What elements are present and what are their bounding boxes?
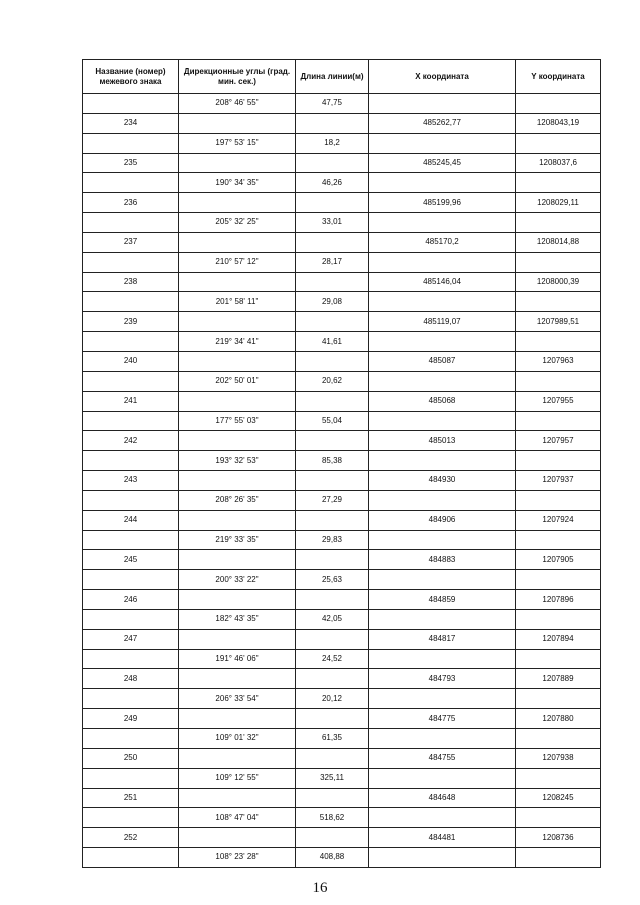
x-cell: 485013 (369, 431, 516, 451)
length-cell: 55,04 (296, 411, 369, 431)
header-length: Длина линии(м) (296, 60, 369, 94)
x-cell (369, 609, 516, 629)
y-cell (516, 768, 601, 788)
segment-row (83, 609, 601, 629)
point-row (83, 669, 601, 689)
length-cell: 18,2 (296, 133, 369, 153)
angle-cell: 210° 57' 12" (179, 252, 296, 272)
length-cell (296, 153, 369, 173)
y-cell: 1207880 (516, 709, 601, 729)
angle-cell (179, 193, 296, 213)
point-cell (83, 689, 179, 709)
segment-row (83, 689, 601, 709)
point-cell: 238 (83, 272, 179, 292)
point-row (83, 709, 601, 729)
y-cell (516, 570, 601, 590)
x-cell (369, 133, 516, 153)
length-cell (296, 312, 369, 332)
point-cell (83, 570, 179, 590)
y-cell (516, 490, 601, 510)
length-cell: 47,75 (296, 94, 369, 114)
length-cell: 24,52 (296, 649, 369, 669)
angle-cell: 219° 34' 41" (179, 332, 296, 352)
length-cell (296, 232, 369, 252)
y-cell (516, 332, 601, 352)
length-cell: 518,62 (296, 808, 369, 828)
length-cell: 61,35 (296, 729, 369, 749)
segment-row (83, 332, 601, 352)
length-cell (296, 272, 369, 292)
y-cell (516, 292, 601, 312)
angle-cell: 197° 53' 15" (179, 133, 296, 153)
x-cell (369, 213, 516, 233)
angle-cell (179, 788, 296, 808)
angle-cell: 182° 43' 35" (179, 609, 296, 629)
length-cell (296, 669, 369, 689)
angle-cell (179, 272, 296, 292)
point-cell (83, 173, 179, 193)
y-cell (516, 213, 601, 233)
length-cell: 325,11 (296, 768, 369, 788)
x-cell (369, 332, 516, 352)
length-cell (296, 828, 369, 848)
angle-cell: 206° 33' 54" (179, 689, 296, 709)
page-number: 16 (312, 880, 328, 896)
angle-cell: 202° 50' 01" (179, 371, 296, 391)
angle-cell (179, 748, 296, 768)
point-cell: 249 (83, 709, 179, 729)
y-cell: 1207924 (516, 510, 601, 530)
y-cell (516, 609, 601, 629)
point-cell: 241 (83, 391, 179, 411)
point-cell: 245 (83, 550, 179, 570)
length-cell (296, 629, 369, 649)
x-cell: 485262,77 (369, 113, 516, 133)
x-cell: 484648 (369, 788, 516, 808)
segment-row (83, 213, 601, 233)
angle-cell (179, 669, 296, 689)
length-cell (296, 748, 369, 768)
angle-cell: 109° 01' 32" (179, 729, 296, 749)
length-cell: 20,12 (296, 689, 369, 709)
length-cell: 41,61 (296, 332, 369, 352)
point-cell: 251 (83, 788, 179, 808)
y-cell: 1208736 (516, 828, 601, 848)
point-cell (83, 371, 179, 391)
segment-row (83, 808, 601, 828)
y-cell (516, 252, 601, 272)
point-cell: 244 (83, 510, 179, 530)
angle-cell (179, 351, 296, 371)
angle-cell (179, 590, 296, 610)
point-cell (83, 808, 179, 828)
angle-cell (179, 153, 296, 173)
x-cell: 485119,07 (369, 312, 516, 332)
length-cell (296, 471, 369, 491)
point-row (83, 312, 601, 332)
y-cell: 1208029,11 (516, 193, 601, 213)
y-cell (516, 173, 601, 193)
angle-cell: 108° 47' 04" (179, 808, 296, 828)
y-cell (516, 848, 601, 868)
length-cell: 27,29 (296, 490, 369, 510)
y-cell (516, 451, 601, 471)
x-cell (369, 768, 516, 788)
length-cell (296, 193, 369, 213)
angle-cell (179, 510, 296, 530)
point-cell (83, 768, 179, 788)
length-cell (296, 788, 369, 808)
y-cell (516, 411, 601, 431)
segment-row (83, 252, 601, 272)
angle-cell (179, 629, 296, 649)
segment-row (83, 530, 601, 550)
point-cell (83, 133, 179, 153)
length-cell: 20,62 (296, 371, 369, 391)
length-cell: 42,05 (296, 609, 369, 629)
length-cell (296, 431, 369, 451)
point-cell (83, 252, 179, 272)
point-row (83, 113, 601, 133)
x-cell (369, 530, 516, 550)
length-cell (296, 510, 369, 530)
x-cell (369, 292, 516, 312)
point-cell: 252 (83, 828, 179, 848)
segment-row (83, 133, 601, 153)
point-cell: 237 (83, 232, 179, 252)
y-cell (516, 808, 601, 828)
x-cell: 485068 (369, 391, 516, 411)
segment-row (83, 570, 601, 590)
length-cell (296, 113, 369, 133)
angle-cell: 201° 58' 11" (179, 292, 296, 312)
angle-cell (179, 431, 296, 451)
point-row (83, 431, 601, 451)
x-cell (369, 570, 516, 590)
point-row (83, 153, 601, 173)
segment-row (83, 768, 601, 788)
segment-row (83, 451, 601, 471)
segment-row (83, 848, 601, 868)
angle-cell: 208° 46' 55" (179, 94, 296, 114)
x-cell: 485146,04 (369, 272, 516, 292)
x-cell (369, 689, 516, 709)
point-cell (83, 411, 179, 431)
x-cell: 485245,45 (369, 153, 516, 173)
header-angle: Дирекционные углы (град. мин. сек.) (179, 60, 296, 94)
segment-row (83, 649, 601, 669)
y-cell: 1207989,51 (516, 312, 601, 332)
angle-cell: 191° 46' 06" (179, 649, 296, 669)
header-y: Y координата (516, 60, 601, 94)
y-cell (516, 94, 601, 114)
x-cell (369, 173, 516, 193)
angle-cell: 200° 33' 22" (179, 570, 296, 590)
point-row (83, 351, 601, 371)
segment-row (83, 292, 601, 312)
x-cell: 484859 (369, 590, 516, 610)
x-cell (369, 252, 516, 272)
point-row (83, 193, 601, 213)
y-cell: 1207896 (516, 590, 601, 610)
angle-cell: 208° 26' 35" (179, 490, 296, 510)
x-cell: 484906 (369, 510, 516, 530)
point-cell (83, 292, 179, 312)
x-cell (369, 451, 516, 471)
point-cell: 234 (83, 113, 179, 133)
x-cell: 484481 (369, 828, 516, 848)
point-row (83, 232, 601, 252)
length-cell (296, 550, 369, 570)
segment-row (83, 490, 601, 510)
x-cell (369, 94, 516, 114)
y-cell: 1207938 (516, 748, 601, 768)
x-cell: 484883 (369, 550, 516, 570)
angle-cell (179, 232, 296, 252)
y-cell: 1207894 (516, 629, 601, 649)
angle-cell: 219° 33' 35" (179, 530, 296, 550)
survey-table (82, 59, 601, 868)
x-cell (369, 848, 516, 868)
x-cell: 485170,2 (369, 232, 516, 252)
length-cell: 33,01 (296, 213, 369, 233)
point-row (83, 788, 601, 808)
x-cell (369, 729, 516, 749)
angle-cell (179, 709, 296, 729)
point-cell (83, 213, 179, 233)
y-cell: 1208043,19 (516, 113, 601, 133)
angle-cell: 109° 12' 55" (179, 768, 296, 788)
header-x: X координата (369, 60, 516, 94)
length-cell: 28,17 (296, 252, 369, 272)
point-cell: 236 (83, 193, 179, 213)
length-cell: 85,38 (296, 451, 369, 471)
segment-row (83, 729, 601, 749)
x-cell: 484755 (369, 748, 516, 768)
point-row (83, 272, 601, 292)
point-cell: 250 (83, 748, 179, 768)
y-cell (516, 371, 601, 391)
angle-cell (179, 471, 296, 491)
x-cell: 485199,96 (369, 193, 516, 213)
length-cell: 408,88 (296, 848, 369, 868)
angle-cell (179, 312, 296, 332)
y-cell: 1207955 (516, 391, 601, 411)
header-name: Название (номер) межевого знака (83, 60, 179, 94)
point-cell (83, 332, 179, 352)
x-cell: 484775 (369, 709, 516, 729)
angle-cell: 108° 23' 28" (179, 848, 296, 868)
length-cell (296, 391, 369, 411)
point-cell: 248 (83, 669, 179, 689)
segment-row (83, 94, 601, 114)
point-cell (83, 649, 179, 669)
y-cell (516, 689, 601, 709)
length-cell: 29,08 (296, 292, 369, 312)
angle-cell: 177° 55' 03" (179, 411, 296, 431)
y-cell: 1207937 (516, 471, 601, 491)
point-cell: 243 (83, 471, 179, 491)
y-cell (516, 729, 601, 749)
length-cell (296, 351, 369, 371)
angle-cell (179, 828, 296, 848)
point-row (83, 748, 601, 768)
point-cell: 239 (83, 312, 179, 332)
y-cell (516, 530, 601, 550)
y-cell: 1208000,39 (516, 272, 601, 292)
segment-row (83, 411, 601, 431)
y-cell: 1207963 (516, 351, 601, 371)
survey-body (83, 94, 601, 868)
angle-cell: 193° 32' 53" (179, 451, 296, 471)
length-cell: 46,26 (296, 173, 369, 193)
header-row (83, 60, 601, 94)
y-cell: 1208014,88 (516, 232, 601, 252)
point-cell: 247 (83, 629, 179, 649)
angle-cell (179, 113, 296, 133)
x-cell (369, 411, 516, 431)
point-cell (83, 848, 179, 868)
point-cell (83, 490, 179, 510)
point-row (83, 828, 601, 848)
point-cell: 235 (83, 153, 179, 173)
length-cell: 29,83 (296, 530, 369, 550)
y-cell: 1207905 (516, 550, 601, 570)
y-cell (516, 133, 601, 153)
angle-cell (179, 550, 296, 570)
point-cell: 242 (83, 431, 179, 451)
point-cell (83, 94, 179, 114)
angle-cell: 205° 32' 25" (179, 213, 296, 233)
point-cell (83, 530, 179, 550)
y-cell: 1207889 (516, 669, 601, 689)
point-cell: 240 (83, 351, 179, 371)
point-row (83, 471, 601, 491)
y-cell: 1208245 (516, 788, 601, 808)
point-cell (83, 451, 179, 471)
point-row (83, 391, 601, 411)
x-cell (369, 808, 516, 828)
point-row (83, 629, 601, 649)
x-cell: 484930 (369, 471, 516, 491)
angle-cell: 190° 34' 35" (179, 173, 296, 193)
x-cell: 484793 (369, 669, 516, 689)
y-cell: 1208037,6 (516, 153, 601, 173)
length-cell (296, 590, 369, 610)
point-cell: 246 (83, 590, 179, 610)
angle-cell (179, 391, 296, 411)
y-cell: 1207957 (516, 431, 601, 451)
x-cell (369, 371, 516, 391)
length-cell (296, 709, 369, 729)
x-cell: 485087 (369, 351, 516, 371)
point-row (83, 550, 601, 570)
point-cell (83, 609, 179, 629)
point-row (83, 510, 601, 530)
y-cell (516, 649, 601, 669)
segment-row (83, 371, 601, 391)
x-cell (369, 649, 516, 669)
point-cell (83, 729, 179, 749)
segment-row (83, 173, 601, 193)
x-cell (369, 490, 516, 510)
x-cell: 484817 (369, 629, 516, 649)
point-row (83, 590, 601, 610)
length-cell: 25,63 (296, 570, 369, 590)
